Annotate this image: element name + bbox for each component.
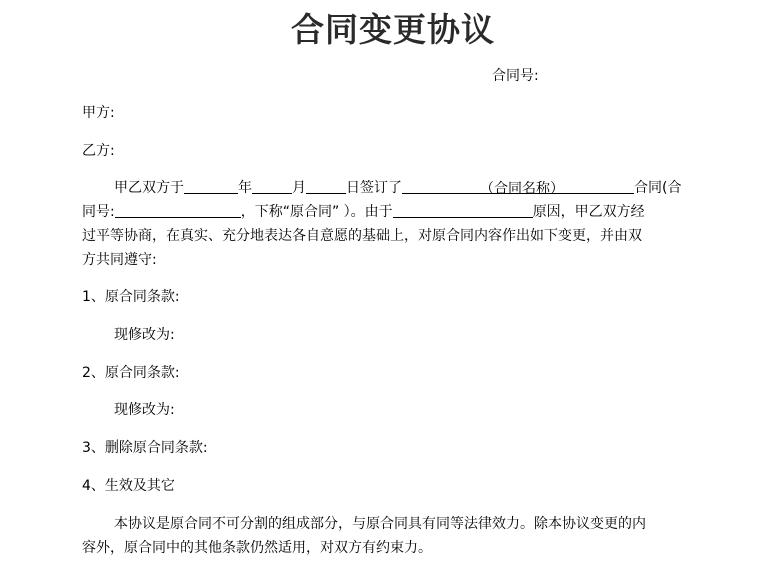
contract-name-hint: （合同名称） xyxy=(480,181,564,197)
reason-blank[interactable] xyxy=(393,203,533,218)
clause-1-heading: 1、原合同条款: xyxy=(82,289,180,305)
intro-text: 甲乙双方于 xyxy=(114,180,184,196)
month-blank[interactable] xyxy=(252,179,292,194)
contract-number-label: 合同号: xyxy=(492,68,539,84)
year-label: 年 xyxy=(238,180,252,196)
closing-paragraph xyxy=(82,512,710,560)
contract-no-blank[interactable] xyxy=(115,203,241,218)
reason-text: 原因，甲乙双方经 xyxy=(532,204,645,220)
clause-1-amendment: 现修改为: xyxy=(114,327,175,343)
closing-line-2: 容外，原合同中的其他条款仍然适用，对双方有约束力。 xyxy=(82,540,432,556)
clause-2-heading: 2、原合同条款: xyxy=(82,365,180,381)
party-b-label: 乙方: xyxy=(82,143,115,159)
intro-line-4: 方共同遵守: xyxy=(82,252,157,268)
contract-name-blank[interactable] xyxy=(402,179,634,197)
intro-paragraph xyxy=(82,176,710,272)
original-contract-text: ，下称“原合同” ）。由于 xyxy=(240,204,393,220)
clause-4-heading: 4、生效及其它 xyxy=(82,478,175,494)
year-blank[interactable] xyxy=(184,179,238,194)
contract-label: 合同(合 xyxy=(634,180,682,196)
month-label: 月 xyxy=(292,180,306,196)
signed-label: 日签订了 xyxy=(346,180,402,196)
party-a-label: 甲方: xyxy=(82,105,115,121)
day-blank[interactable] xyxy=(306,179,346,194)
document-title: 合同变更协议 xyxy=(291,10,495,49)
contract-no-text: 同号: xyxy=(82,204,115,220)
intro-line-3: 过平等协商，在真实、充分地表达各自意愿的基础上，对原合同内容作出如下变更，并由双 xyxy=(82,228,642,244)
clause-2-amendment: 现修改为: xyxy=(114,402,175,418)
closing-line-1: 本协议是原合同不可分割的组成部分，与原合同具有同等法律效力。除本协议变更的内 xyxy=(114,516,646,532)
clause-3-heading: 3、删除原合同条款: xyxy=(82,440,208,456)
